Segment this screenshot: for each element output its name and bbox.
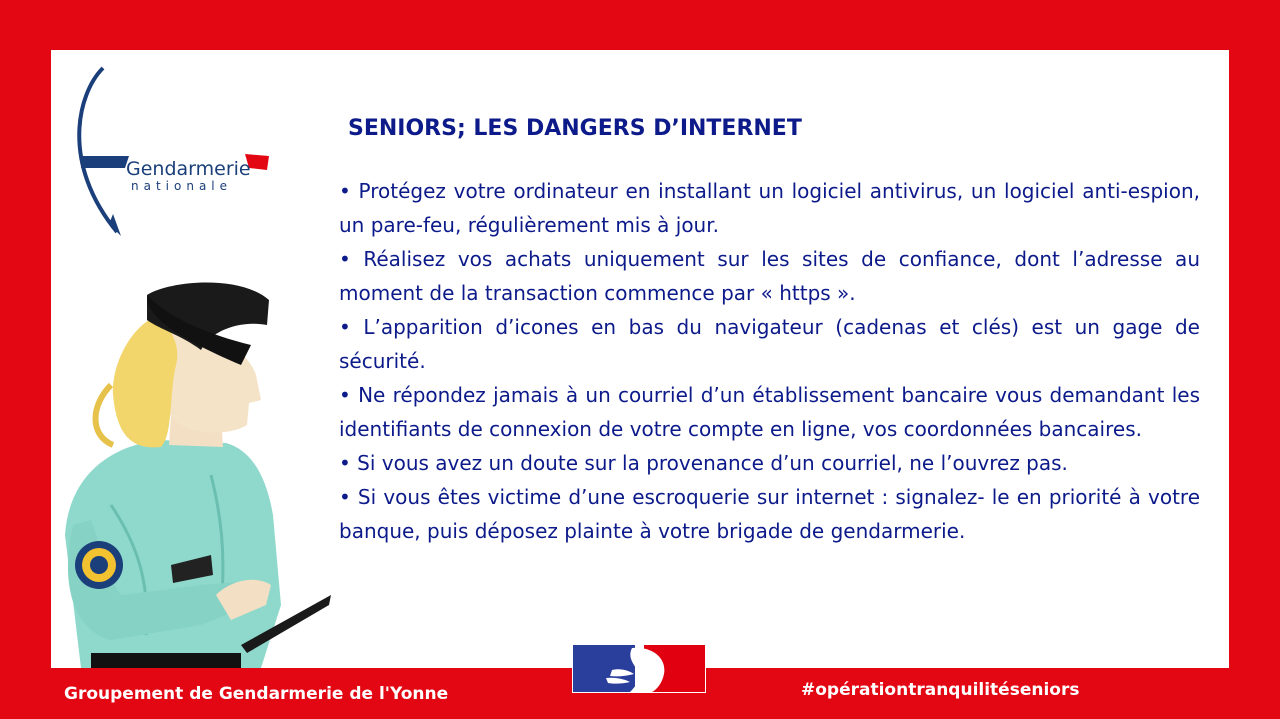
advice-item-https: • Réalisez vos achats uniquement sur les sites de confiance, dont l’adresse au moment de la transaction commence par « https ». xyxy=(339,247,1200,305)
advice-item-bank-email: • Ne répondez jamais à un courriel d’un établissement bancaire vous demandant les identifiants de connexion de votre compte en ligne, vos coordonnées bancaires. xyxy=(339,383,1200,441)
logo-subtitle: nationale xyxy=(131,179,233,193)
advice-list xyxy=(339,174,1200,548)
advice-item-scam-victim: • Si vous êtes victime d’une escroquerie sur internet : signalez- le en priorité à votre banque, puis déposez plainte à votre brigade de gendarmerie. xyxy=(339,485,1200,543)
logo-wordmark: Gendarmerie xyxy=(126,158,251,180)
advice-item-doubtful-email: • Si vous avez un doute sur la provenance d’un courriel, ne l’ouvrez pas. xyxy=(339,451,1068,475)
page-title: SENIORS; LES DANGERS D’INTERNET xyxy=(348,116,802,141)
advice-item-padlock: • L’apparition d’icones en bas du navigateur (cadenas et clés) est un gage de sécurité. xyxy=(339,315,1200,373)
gendarme-illustration xyxy=(51,275,341,668)
gendarmerie-logo xyxy=(69,64,279,244)
poster-card xyxy=(51,50,1229,668)
marianne-flag-logo xyxy=(572,644,706,693)
logo-arc-icon xyxy=(69,64,279,244)
advice-item-antivirus: • Protégez votre ordinateur en installant un logiciel antivirus, un logiciel anti-espion, un pare-feu, régulièrement mis à jour. xyxy=(339,179,1200,237)
footer-organization: Groupement de Gendarmerie de l'Yonne xyxy=(64,684,449,704)
footer-hashtag: #opérationtranquilitéseniors xyxy=(801,680,1080,700)
